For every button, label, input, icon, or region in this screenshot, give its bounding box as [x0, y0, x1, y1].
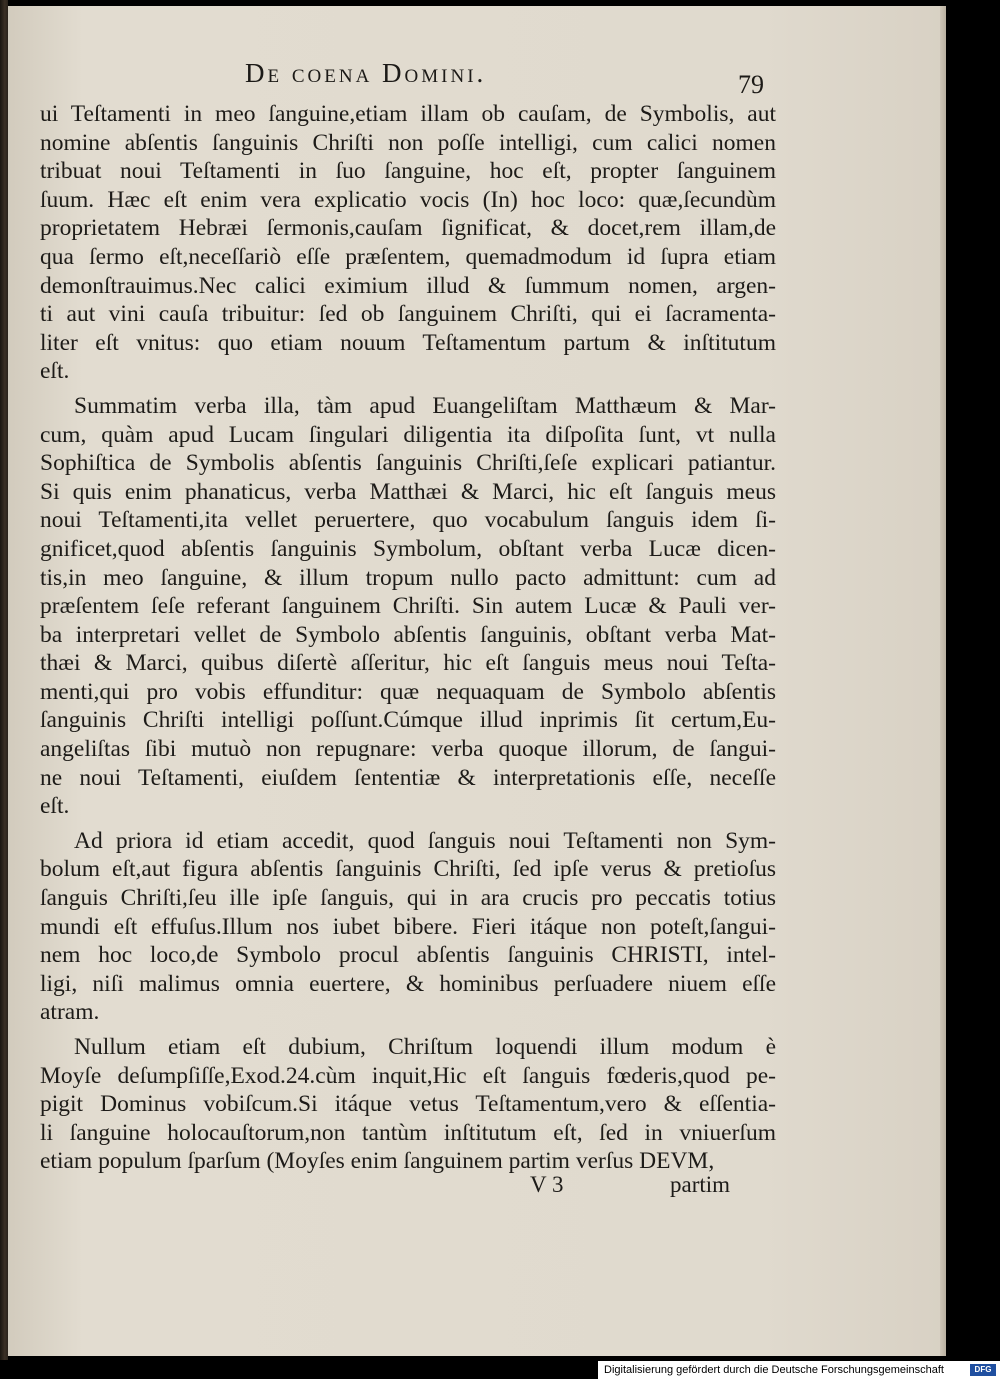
text-line: tribuat noui Teſtamenti in ſuo ſanguine, hoc eſt, propter ſanguinem — [40, 158, 776, 185]
dfg-logo: DFG — [970, 1364, 996, 1376]
body-text — [40, 100, 776, 1176]
text-line: tis,in meo ſanguine, & illum tropum nullo pacto admittunt: cum ad — [40, 564, 776, 591]
text-line: liter eſt vnitus: quo etiam nouum Teſtamentum partum & inſtitutum — [40, 329, 776, 356]
page-edge — [940, 6, 946, 1356]
text-line: demonſtrauimus.Nec calici eximium illud & ſummum nomen, argen- — [40, 272, 776, 299]
footer-text: Digitalisierung gefördert durch die Deutsche Forschungsgemeinschaft — [604, 1364, 944, 1376]
text-line: etiam populum ſparſum (Moyſes enim ſanguinem partim verſus DEVM, — [40, 1148, 715, 1175]
text-line: qua ſermo eſt,neceſſariò eſſe præſentem, quemadmodum id ſupra etiam — [40, 243, 776, 270]
text-line: ba interpretari vellet de Symbolo abſentis ſanguinis, obſtant verba Mat- — [40, 621, 776, 648]
footer-bar — [598, 1361, 1000, 1379]
text-line: angeliſtas ſibi mutuò non repugnare: verba quoque illorum, de ſangui- — [40, 736, 776, 763]
paragraph — [40, 1033, 776, 1176]
running-head: De coena Domini. — [245, 58, 487, 88]
text-line: pigit Dominus vobiſcum.Si itáque vetus Teſtamentum,vero & eſſentia- — [40, 1091, 776, 1118]
paragraph — [40, 392, 776, 821]
text-line: ſanguis Chriſti,ſeu ille ipſe ſanguis, qui in ara crucis pro peccatis totius — [40, 885, 776, 912]
text-line: Moyſe deſumpſiſſe,Exod.24.cùm inquit,Hic eſt ſanguis fœderis,quod pe- — [40, 1062, 776, 1089]
text-line: ne noui Teſtamenti, eiuſdem ſententiæ & interpretationis eſſe, neceſſe — [40, 764, 776, 791]
text-line: eſt. — [40, 793, 70, 820]
paragraph — [40, 827, 776, 1027]
text-line: ui Teſtamenti in meo ſanguine,etiam illam ob cauſam, de Symbolis, aut — [40, 101, 776, 127]
text-line: noui Teſtamenti,ita vellet peruertere, quo vocabulum ſanguis idem ſi- — [40, 507, 776, 534]
text-line: atram. — [40, 999, 100, 1026]
text-line: menti,qui pro vobis effunditur: quæ nequaquam de Symbolo abſentis — [40, 678, 776, 705]
text-line: proprietatem Hebræi ſermonis,cauſam ſignificat, & docet,rem illam,de — [40, 215, 776, 242]
text-line: bolum eſt,aut figura abſentis ſanguinis Chriſti, ſed ipſe verus & pretioſus — [40, 856, 776, 883]
text-line: gnificet,quod abſentis ſanguinis Symbolum, obſtant verba Lucæ dicen- — [40, 535, 776, 562]
signature-mark: V 3 — [530, 1172, 564, 1197]
text-line: nomine abſentis ſanguinis Chriſti non poſſe intelligi, cum calici nomen — [40, 129, 776, 156]
text-line: mundi eſt effuſus.Illum nos iubet bibere. Fieri itáque non poteſt,ſangui- — [40, 913, 776, 940]
page-number: 79 — [738, 70, 764, 99]
text-line: thæi & Marci, quibus diſertè aſſeritur, hic eſt ſanguis meus noui Teſta- — [40, 650, 776, 677]
text-line: eſt. — [40, 358, 70, 385]
catchword: partim — [670, 1172, 731, 1197]
text-line: Sophiſtica de Symbolis abſentis ſanguinis Chriſti,ſeſe explicari patiantur. — [40, 450, 776, 477]
text-line: Si quis enim phanaticus, verba Matthæi & Marci, hic eſt ſanguis meus — [40, 478, 776, 505]
text-line: cum, quàm apud Lucam ſingulari diligentia ita diſpoſita ſunt, vt nulla — [40, 421, 776, 448]
text-line: Nullum etiam eſt dubium, Chriſtum loquendi illum modum è — [74, 1034, 776, 1060]
text-line: ligi, niſi malimus omnia euertere, & hominibus perſuadere niuem eſſe — [40, 970, 776, 997]
text-line: nem hoc loco,de Symbolo procul abſentis ſanguinis CHRISTI, intel- — [40, 942, 776, 969]
text-line: ſanguinis Chriſti intelligi poſſunt.Cúmque illud inprimis ſit certum,Eu- — [40, 707, 776, 734]
text-line: Ad priora id etiam accedit, quod ſanguis noui Teſtamenti non Sym- — [74, 827, 776, 854]
text-line: li ſanguine holocauſtorum,non tantùm inſtitutum eſt, ſed in vniuerſum — [40, 1119, 776, 1146]
text-line: Summatim verba illa, tàm apud Euangeliſtam Matthæum & Mar- — [74, 392, 776, 419]
scan-border-left — [0, 0, 8, 1360]
text-line: ſuum. Hæc eſt enim vera explicatio vocis (In) hoc loco: quæ,ſecundùm — [40, 186, 776, 213]
paragraph — [40, 100, 776, 386]
text-line: ti aut vini cauſa tribuitur: ſed ob ſanguinem Chriſti, qui ei ſacramenta- — [40, 301, 776, 328]
text-line: præſentem ſeſe referant ſanguinem Chriſti. Sin autem Lucæ & Pauli ver- — [40, 593, 776, 620]
